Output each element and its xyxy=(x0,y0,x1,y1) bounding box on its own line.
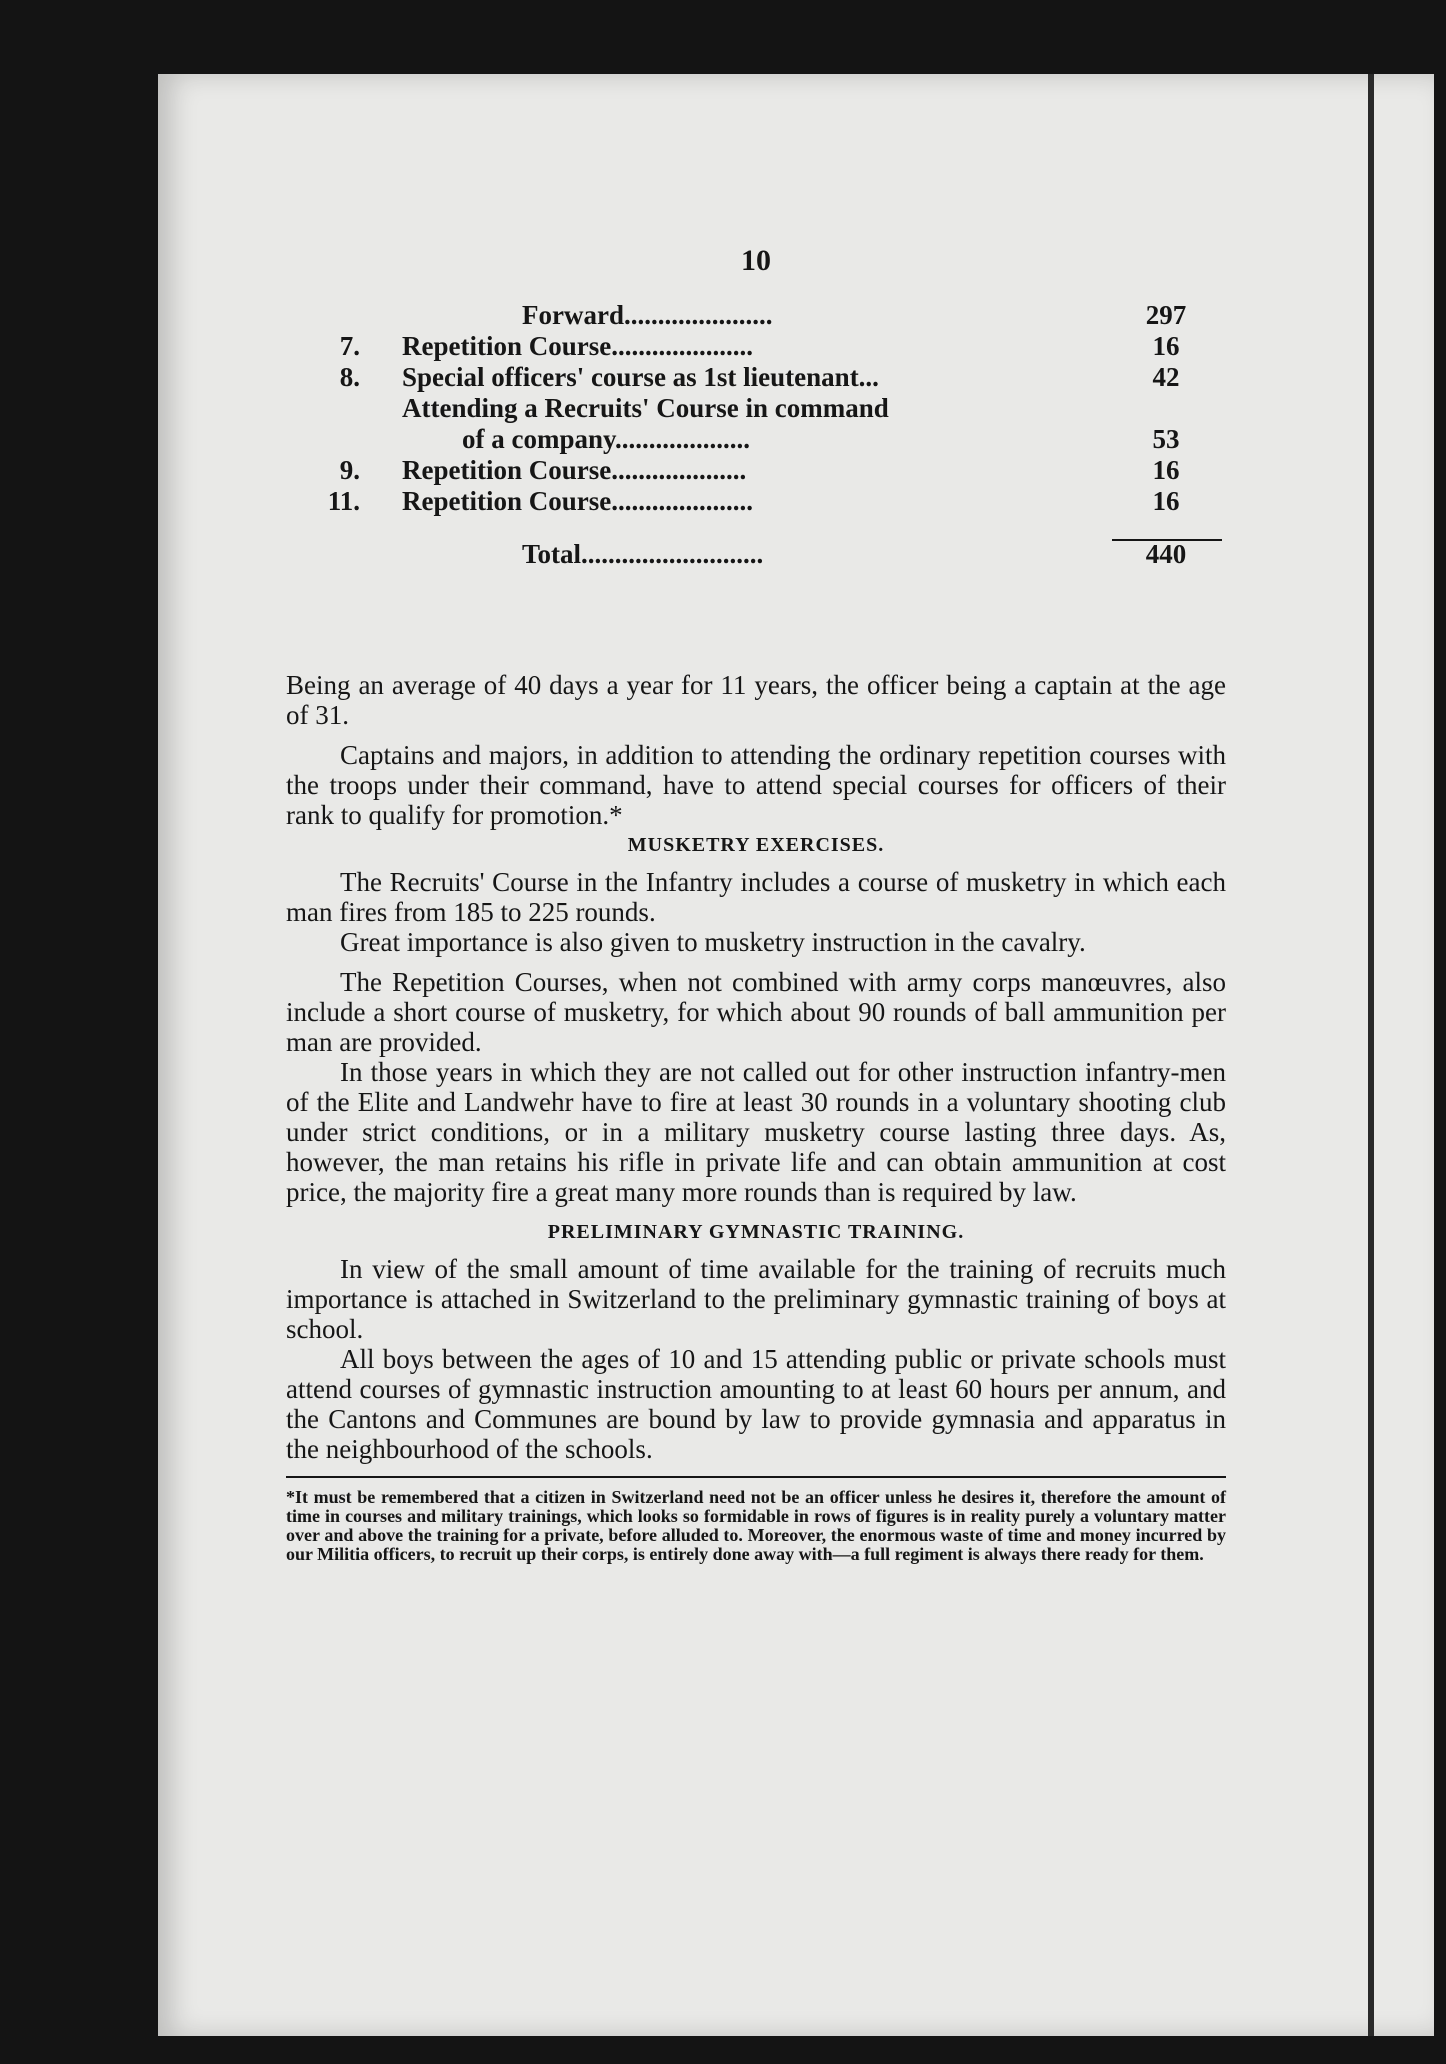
page-edge-shadow xyxy=(1368,74,1374,2036)
tally-label: Repetition Course.................... xyxy=(402,455,747,485)
tally-row xyxy=(286,455,1226,486)
tally-label: Repetition Course..................... xyxy=(402,331,753,361)
tally-total-label: Total........................... xyxy=(522,539,764,569)
tally-number: 8. xyxy=(339,362,360,392)
footnote xyxy=(286,1488,1226,1564)
tally-value: 42 xyxy=(1152,362,1180,392)
tally-row-forward xyxy=(286,300,1226,331)
tally-label: Special officers' course as 1st lieutenant... xyxy=(402,362,879,392)
days-tally-table xyxy=(286,300,1226,570)
footnote-rule xyxy=(286,1476,1226,1478)
tally-value: 16 xyxy=(1152,331,1180,361)
paragraph: The Recruits' Course in the Infantry includes a course of musketry in which each man fires from 185 to 225 rounds. xyxy=(286,867,1226,927)
tally-number: 11. xyxy=(327,486,360,516)
paragraph: Great importance is also given to musketry instruction in the cavalry. xyxy=(340,927,1086,957)
tally-row-total xyxy=(286,539,1226,570)
tally-row xyxy=(286,393,1226,424)
tally-row xyxy=(286,424,1226,455)
tally-total-value: 440 xyxy=(1145,539,1187,569)
paragraph: The Repetition Courses, when not combined with army corps manœuvres, also include a short course of musketry, for which about 90 rounds of ball ammunition per man are provided. xyxy=(286,967,1226,1057)
paragraph: Captains and majors, in addition to attending the ordinary repetition courses with the troops under their command, have to attend special courses for officers of their rank to qualify for promotion.* xyxy=(286,740,1226,830)
tally-number: 9. xyxy=(339,455,360,485)
paragraph: All boys between the ages of 10 and 15 attending public or private schools must attend courses of gymnastic instruction amounting to at least 60 hours per annum, and the Cantons and Communes are bound by law to provide gymnasia and apparatus in the neighbourhood of the schools. xyxy=(286,1344,1226,1464)
tally-value: 297 xyxy=(1145,300,1187,330)
tally-value: 53 xyxy=(1152,424,1180,454)
page-number: 10 xyxy=(741,244,771,277)
tally-number: 7. xyxy=(339,331,360,361)
tally-row xyxy=(286,486,1226,517)
tally-value: 16 xyxy=(1152,455,1180,485)
paragraph: In those years in which they are not called out for other instruction infantry-men of the Elite and Landwehr have to fire at least 30 rounds in a voluntary shooting club under strict conditions, or in a military musketry course lasting three days. As, however, the man retains his rifle in private life and can obtain ammunition at cost price, the majority fire a great many more rounds than is required by law. xyxy=(286,1057,1226,1207)
tally-label: Forward...................... xyxy=(522,300,773,330)
tally-value: 16 xyxy=(1152,486,1180,516)
paragraph: In view of the small amount of time available for the training of recruits much importance is attached in Switzerland to the preliminary gymnastic training of boys at school. xyxy=(286,1254,1226,1344)
paragraph: Being an average of 40 days a year for 11 years, the officer being a captain at the age of 31. xyxy=(286,670,1226,730)
tally-label: of a company.................... xyxy=(462,424,751,454)
section-heading: MUSKETRY EXERCISES. xyxy=(627,834,885,856)
tally-label: Repetition Course..................... xyxy=(402,486,753,516)
tally-label: Attending a Recruits' Course in command xyxy=(402,393,889,423)
tally-row xyxy=(286,331,1226,362)
section-heading: PRELIMINARY GYMNASTIC TRAINING. xyxy=(547,1221,965,1243)
tally-row xyxy=(286,362,1226,393)
book-page xyxy=(158,74,1434,2036)
footnote-text: *It must be remembered that a citizen in Switzerland need not be an officer unless he desires it, therefore the amount of time in courses and military trainings, which looks so formidable in rows of figures is in reality purely a voluntary matter over and above the training for a private, before alluded to. Moreover, the enormous waste of time and money incurred by our Militia officers, to recruit up their corps, is entirely done away with—a full regiment is always there ready for them. xyxy=(286,1487,1226,1564)
body-text xyxy=(286,670,1226,1564)
